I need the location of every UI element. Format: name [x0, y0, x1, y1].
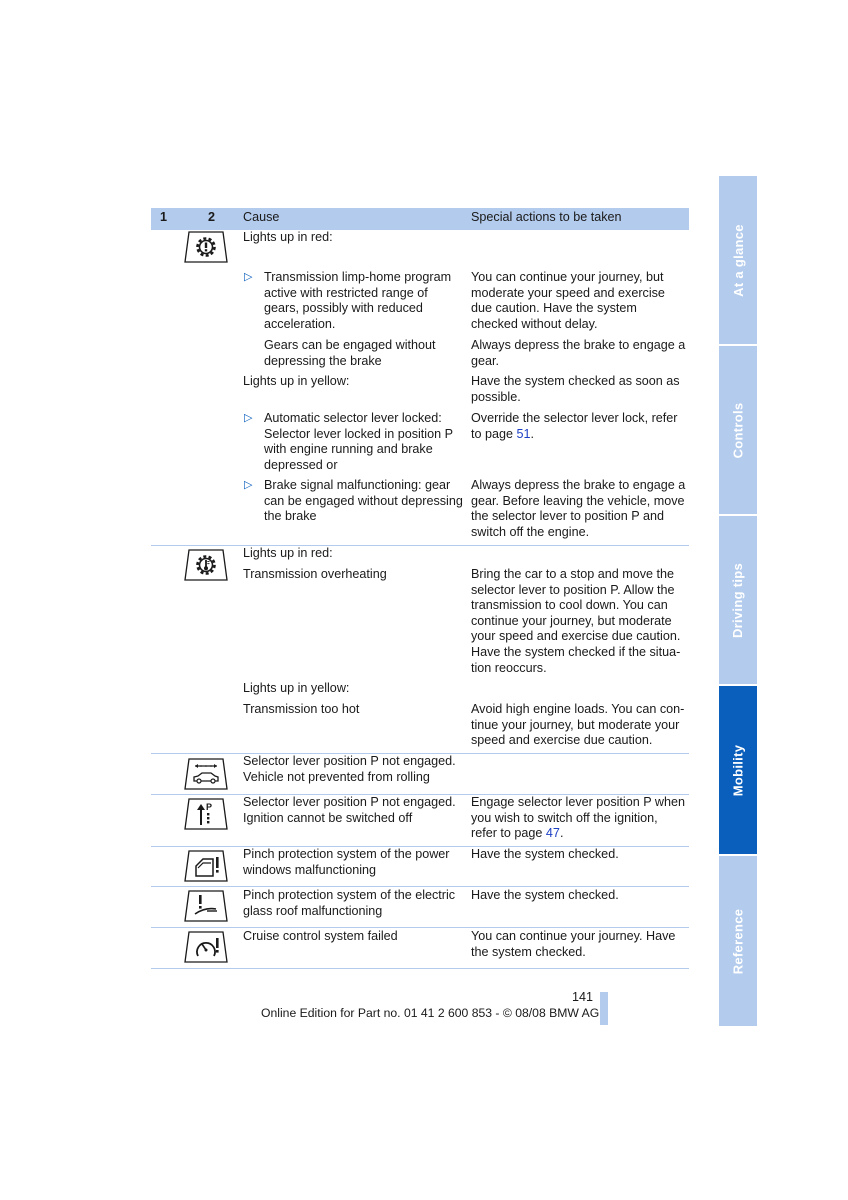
actions-header: Special actions to be taken	[471, 210, 622, 224]
vehicle-rolling-icon	[183, 757, 229, 791]
selector-lever-p-icon	[183, 797, 229, 831]
side-tab-driving-tips[interactable]: Driving tips	[730, 562, 746, 638]
window-pinch-protection-icon	[183, 849, 229, 883]
row-divider	[151, 927, 689, 928]
red-light-label: Lights up in red:	[243, 546, 333, 560]
yellow-light-label: Lights up in yellow:	[243, 374, 350, 388]
limp-home-action: You can continue your journey, but moderate your speed and exercise due caution. Have the system checked without delay.	[471, 270, 665, 331]
overheating-action: Bring the car to a stop and move the selector lever to position P. Allow the transmission to cool down. You can continue your journey, but moderate your speed and exercise due caution. Have the system checked if the situa-tion reoccurs.	[471, 567, 681, 675]
cruise-control-icon	[183, 930, 229, 964]
cruise-control-action: You can continue your journey. Have the system checked.	[471, 929, 676, 959]
glass-roof-cause: Pinch protection system of the electric glass roof malfunctioning	[243, 888, 456, 918]
row-divider	[151, 886, 689, 887]
limp-home-cause: Transmission limp-home program active with restricted range of gears, possibly with reduced acceleration.	[264, 270, 452, 331]
page-link[interactable]: 51	[516, 426, 531, 441]
side-tab-controls[interactable]: Controls	[730, 402, 746, 458]
too-hot-action: Avoid high engine loads. You can con-tinue your journey, but moderate your speed and exercise due caution.	[471, 702, 685, 748]
vehicle-rolling-cause: Selector lever position P not engaged. Vehicle not prevented from rolling	[243, 754, 456, 784]
brake-signal-cause: Brake signal malfunctioning: gear can be engaged without depressing the brake	[264, 478, 463, 524]
column-2-header: 2	[208, 210, 216, 224]
bullet-arrow-icon: ▷	[244, 412, 253, 424]
brake-signal-action: Always depress the brake to engage a gear. Before leaving the vehicle, move the selector lever to position P and switch off the engine.	[471, 478, 686, 539]
glass-roof-action: Have the system checked.	[471, 888, 619, 902]
bullet-arrow-icon: ▷	[244, 479, 253, 491]
cruise-control-cause: Cruise control system failed	[243, 929, 398, 943]
power-windows-action: Have the system checked.	[471, 847, 619, 861]
yellow-action: Have the system checked as soon as possible.	[471, 374, 680, 404]
footer-edition: Online Edition for Part no. 01 41 2 600 853 - © 08/08 BMW AG	[261, 1006, 600, 1020]
side-tab-at-a-glance[interactable]: At a glance	[730, 223, 746, 297]
side-tab-reference[interactable]: Reference	[730, 908, 746, 974]
column-1-header: 1	[160, 210, 168, 224]
bullet-arrow-icon: ▷	[244, 271, 253, 283]
cause-header: Cause	[243, 210, 280, 224]
page-number: 141	[572, 990, 594, 1004]
too-hot-cause: Transmission too hot	[243, 702, 360, 716]
glass-roof-pinch-protection-icon	[183, 889, 229, 923]
overheating-cause: Transmission overheating	[243, 567, 387, 581]
yellow-light-label: Lights up in yellow:	[243, 681, 350, 695]
page-marker-bar	[600, 992, 608, 1025]
transmission-warning-icon	[183, 230, 229, 264]
row-divider	[151, 968, 689, 969]
page-link[interactable]: 47	[545, 826, 560, 841]
ignition-action: Engage selector lever position P when you wish to switch off the ignition, refer to page 47.	[471, 795, 685, 841]
ignition-cause: Selector lever position P not engaged. Ignition cannot be switched off	[243, 795, 456, 825]
lever-locked-cause: Automatic selector lever locked: Selector lever locked in position P with engine running and brake depressed or	[264, 411, 453, 472]
side-tab-mobility[interactable]: Mobility	[719, 686, 757, 854]
lever-locked-action: Override the selector lever lock, refer to page 51.	[471, 411, 678, 441]
gears-action: Always depress the brake to engage a gear.	[471, 338, 686, 368]
svg-text:P: P	[206, 802, 213, 812]
transmission-temperature-icon	[183, 548, 229, 582]
gears-cause: Gears can be engaged without depressing the brake	[264, 338, 436, 368]
power-windows-cause: Pinch protection system of the power windows malfunctioning	[243, 847, 450, 877]
red-light-label: Lights up in red:	[243, 230, 333, 244]
